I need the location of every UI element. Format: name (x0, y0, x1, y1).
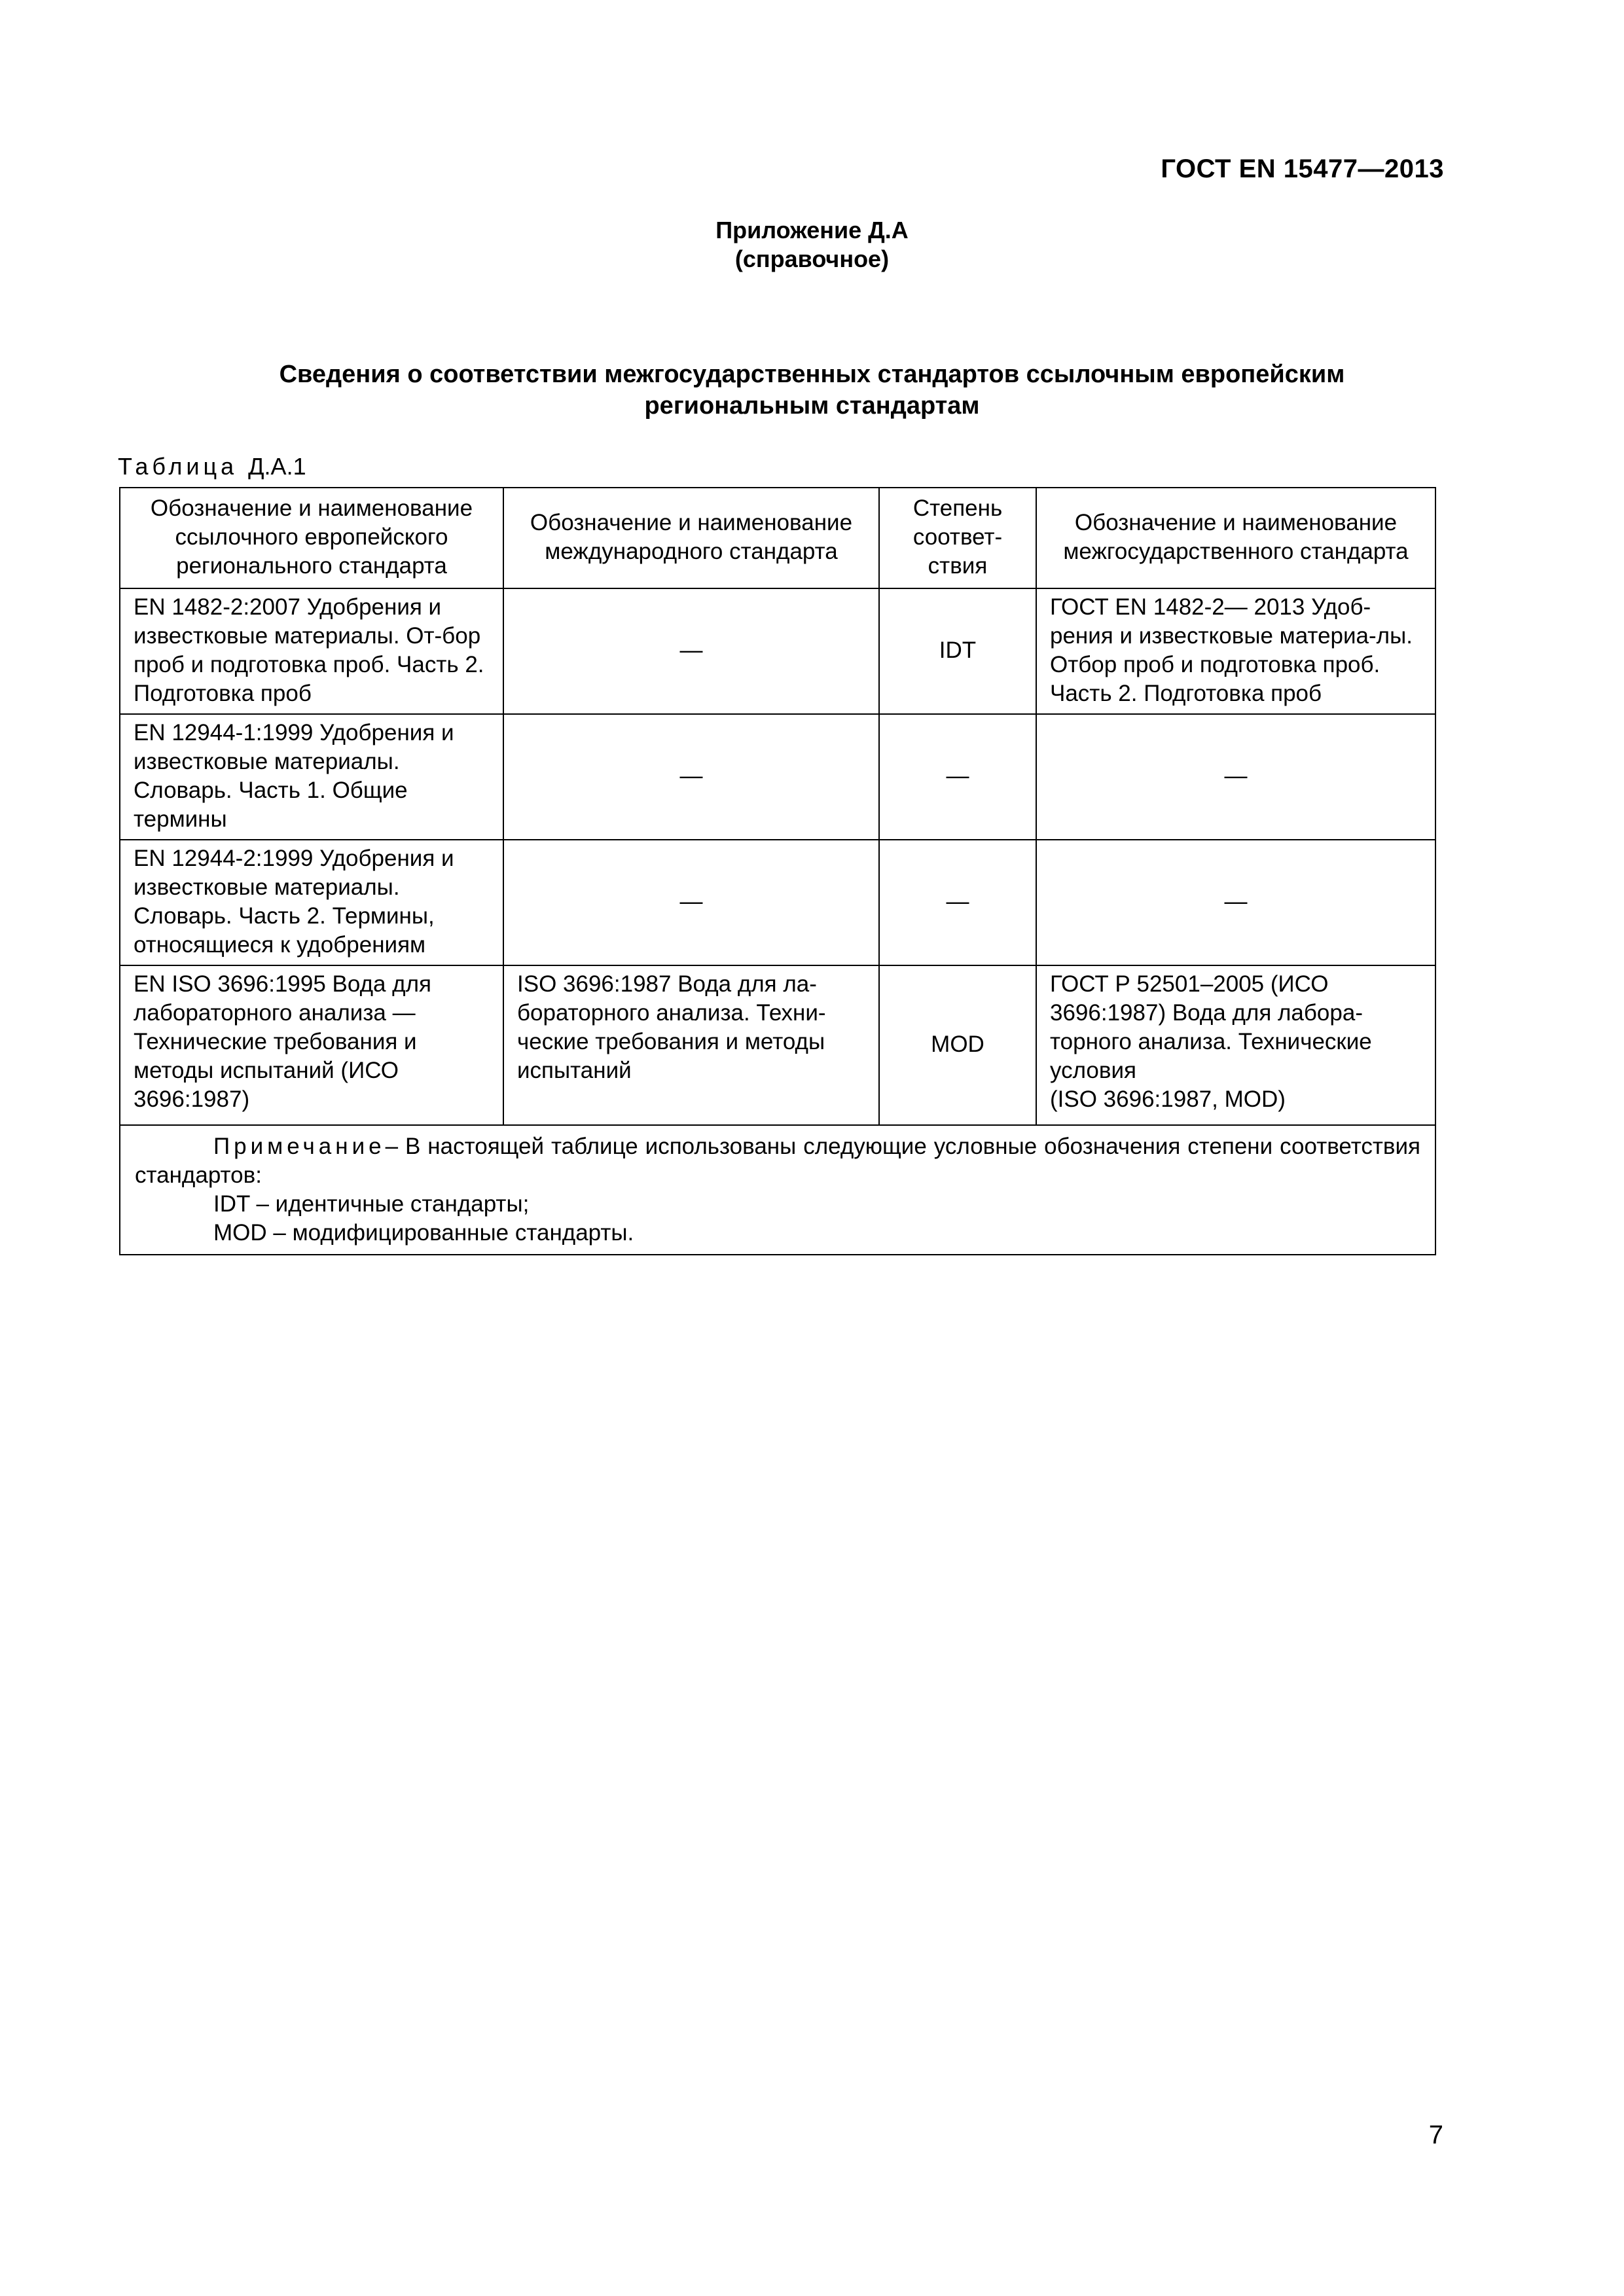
cell-degree: IDT (879, 588, 1036, 714)
correspondence-table (119, 487, 1436, 1255)
appendix-subtitle: (справочное) (734, 245, 890, 272)
table-row (120, 588, 1435, 714)
cell-interstate-text: ГОСТ Р 52501–2005 (ИСО 3696:1987) Вода для лабора-торного анализа. Технические условия (1050, 971, 1372, 1083)
cell-interstate: — (1036, 714, 1435, 840)
section-title (0, 359, 1624, 422)
cell-european: EN 12944-2:1999 Удобрения и известковые материалы. Словарь. Часть 2. Термины, относящиеся к удобрениям (120, 840, 503, 965)
table-caption-word: Таблица (118, 453, 238, 480)
section-title-line-2: региональным стандартам (644, 392, 980, 420)
cell-degree: — (879, 840, 1036, 965)
table-note-row (120, 1125, 1435, 1255)
cell-international: — (503, 714, 879, 840)
table-caption (118, 453, 306, 480)
header-european-standard: Обозначение и наименование ссылочного европейского регионального стандарта (120, 488, 503, 588)
table-header-row (120, 488, 1435, 588)
appendix-heading (0, 216, 1624, 274)
cell-european: EN 1482-2:2007 Удобрения и известковые материалы. От-бор проб и подготовка проб. Часть 2. Подготовка проб (120, 588, 503, 714)
document-number: ГОСТ EN 15477—2013 (1161, 154, 1444, 183)
table-row (120, 840, 1435, 965)
cell-degree: MOD (879, 965, 1036, 1125)
cell-european: EN 12944-1:1999 Удобрения и известковые материалы. Словарь. Часть 1. Общие термины (120, 714, 503, 840)
cell-interstate (1036, 965, 1435, 1125)
cell-interstate: — (1036, 840, 1435, 965)
note-label: Примечание (213, 1134, 386, 1159)
cell-international: — (503, 840, 879, 965)
appendix-title: Приложение Д.А (715, 217, 909, 243)
header-international-standard: Обозначение и наименование международного стандарта (503, 488, 879, 588)
cell-interstate-extra: (ISO 3696:1987, MOD) (1050, 1086, 1286, 1112)
note-text: – В настоящей таблице использованы следующие условные обозначения степени соответствия стандартов: (135, 1134, 1420, 1188)
cell-international: — (503, 588, 879, 714)
table-caption-number: Д.А.1 (248, 453, 306, 480)
section-title-line-1: Сведения о соответствии межгосударственных стандартов ссылочным европейским (279, 361, 1345, 388)
header-degree-of-correspondence: Степень соответ-ствия (879, 488, 1036, 588)
note-item-idt: IDT – идентичные стандарты; (213, 1191, 530, 1217)
header-interstate-standard: Обозначение и наименование межгосударственного стандарта (1036, 488, 1435, 588)
cell-international: ISO 3696:1987 Вода для ла-бораторного анализа. Техни-ческие требования и методы испытаний (503, 965, 879, 1125)
table-note (120, 1125, 1435, 1255)
table-row (120, 965, 1435, 1125)
table-row (120, 714, 1435, 840)
page-number: 7 (1428, 2121, 1443, 2149)
note-paragraph (135, 1132, 1420, 1190)
cell-european: EN ISO 3696:1995 Вода для лабораторного анализа — Технические требования и методы испытаний (ИСО 3696:1987) (120, 965, 503, 1125)
cell-interstate: ГОСТ EN 1482-2— 2013 Удоб-рения и известковые материа-лы. Отбор проб и подготовка проб. Часть 2. Подготовка проб (1036, 588, 1435, 714)
cell-degree: — (879, 714, 1036, 840)
note-item-mod: MOD – модифицированные стандарты. (213, 1220, 634, 1246)
